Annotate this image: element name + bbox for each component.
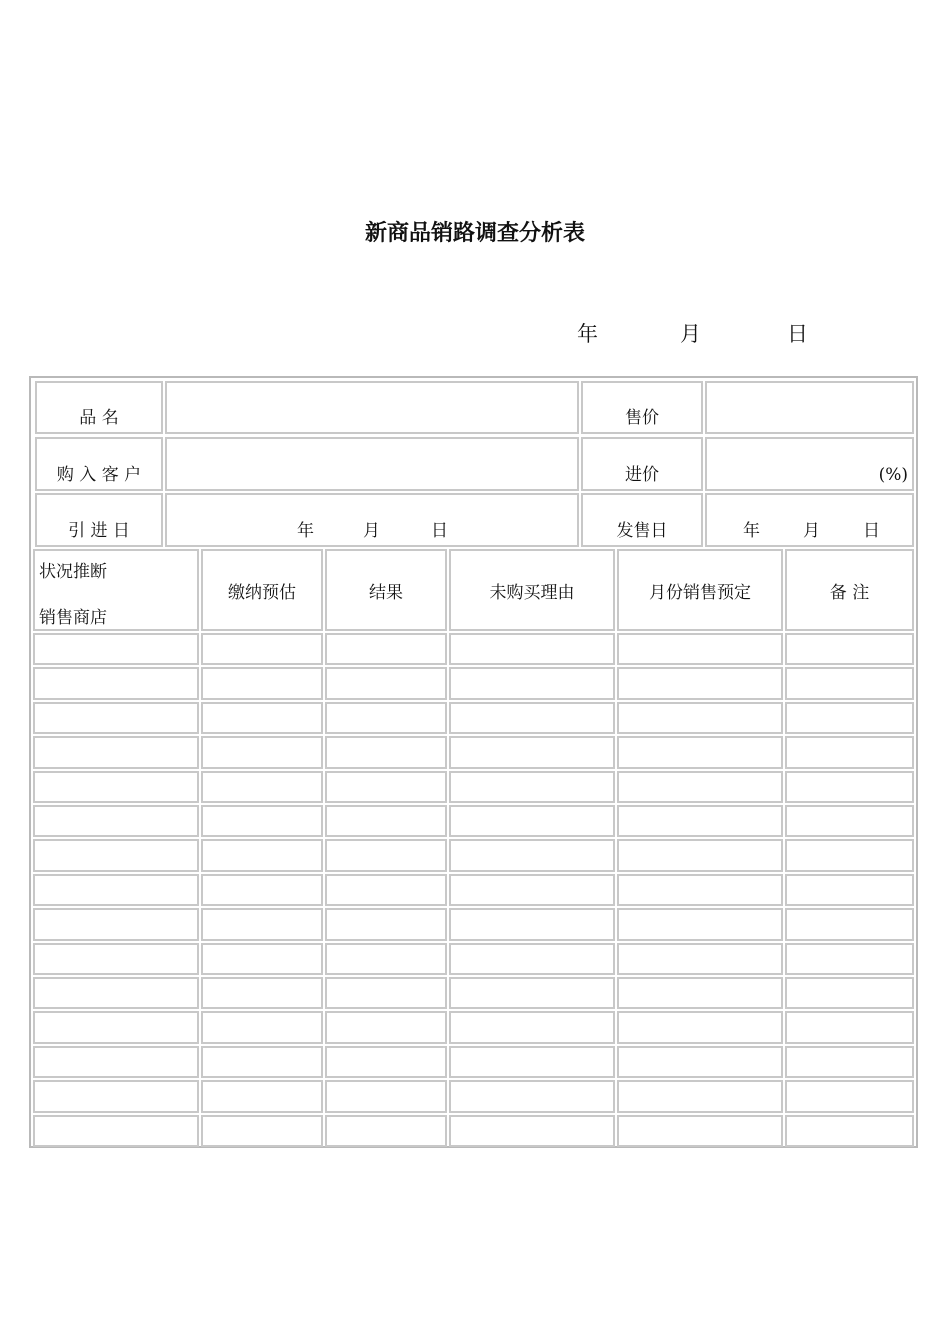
table-cell[interactable] bbox=[325, 736, 447, 768]
table-cell[interactable] bbox=[33, 702, 199, 734]
table-cell[interactable] bbox=[201, 1046, 323, 1078]
sale-price-field[interactable] bbox=[705, 381, 914, 434]
table-cell[interactable] bbox=[449, 908, 615, 940]
table-cell[interactable] bbox=[449, 1046, 615, 1078]
table-cell[interactable] bbox=[201, 977, 323, 1009]
release-date-field[interactable] bbox=[705, 493, 914, 547]
column-header: 缴纳预估 bbox=[201, 549, 323, 631]
release-date-label: 发售日 bbox=[581, 493, 703, 547]
column-header: 结果 bbox=[325, 549, 447, 631]
table-cell[interactable] bbox=[201, 667, 323, 699]
table-cell[interactable] bbox=[785, 908, 914, 940]
date-year-label: 年 bbox=[577, 322, 598, 346]
table-cell[interactable] bbox=[785, 771, 914, 803]
table-cell[interactable] bbox=[785, 874, 914, 906]
purchase-price-label: 进价 bbox=[581, 437, 703, 491]
table-cell[interactable] bbox=[449, 1011, 615, 1043]
table-cell[interactable] bbox=[201, 633, 323, 665]
table-cell[interactable] bbox=[325, 1115, 447, 1147]
status-estimate-header: 状况推断 bbox=[39, 562, 107, 582]
table-cell[interactable] bbox=[325, 943, 447, 975]
table-cell[interactable] bbox=[449, 736, 615, 768]
table-cell[interactable] bbox=[325, 874, 447, 906]
table-cell[interactable] bbox=[325, 839, 447, 871]
column-header: 备 注 bbox=[785, 549, 914, 631]
intro-year-label: 年 bbox=[297, 521, 314, 541]
table-cell[interactable] bbox=[33, 736, 199, 768]
table-cell[interactable] bbox=[33, 1011, 199, 1043]
product-name-field[interactable] bbox=[165, 381, 579, 434]
page-title: 新商品销路调查分析表 bbox=[364, 221, 585, 246]
introduction-date-label: 引 进 日 bbox=[35, 493, 163, 547]
table-cell[interactable] bbox=[325, 771, 447, 803]
table-cell[interactable] bbox=[785, 667, 914, 699]
table-cell[interactable] bbox=[785, 1080, 914, 1112]
table-cell[interactable] bbox=[449, 667, 615, 699]
table-cell[interactable] bbox=[785, 736, 914, 768]
table-cell[interactable] bbox=[617, 1046, 783, 1078]
table-cell[interactable] bbox=[449, 977, 615, 1009]
table-cell[interactable] bbox=[785, 633, 914, 665]
table-cell[interactable] bbox=[201, 1080, 323, 1112]
analysis-form-table bbox=[29, 376, 918, 1148]
table-cell[interactable] bbox=[325, 977, 447, 1009]
table-cell[interactable] bbox=[617, 1080, 783, 1112]
purchase-customer-field[interactable] bbox=[165, 437, 579, 491]
table-cell[interactable] bbox=[33, 977, 199, 1009]
table-cell[interactable] bbox=[201, 874, 323, 906]
table-cell[interactable] bbox=[33, 667, 199, 699]
table-cell[interactable] bbox=[617, 943, 783, 975]
intro-day-label: 日 bbox=[431, 521, 448, 541]
table-cell[interactable] bbox=[617, 702, 783, 734]
table-cell[interactable] bbox=[201, 771, 323, 803]
table-cell[interactable] bbox=[449, 1080, 615, 1112]
table-cell[interactable] bbox=[325, 702, 447, 734]
date-month-label: 月 bbox=[680, 322, 701, 346]
table-cell[interactable] bbox=[617, 736, 783, 768]
table-cell[interactable] bbox=[201, 1011, 323, 1043]
table-cell[interactable] bbox=[617, 633, 783, 665]
table-cell[interactable] bbox=[617, 771, 783, 803]
table-cell[interactable] bbox=[201, 805, 323, 837]
table-cell[interactable] bbox=[449, 1115, 615, 1147]
table-cell[interactable] bbox=[33, 908, 199, 940]
table-cell[interactable] bbox=[33, 1115, 199, 1147]
table-cell[interactable] bbox=[325, 667, 447, 699]
table-cell[interactable] bbox=[785, 1115, 914, 1147]
table-cell[interactable] bbox=[785, 943, 914, 975]
table-cell[interactable] bbox=[33, 1080, 199, 1112]
table-cell[interactable] bbox=[325, 1046, 447, 1078]
table-cell[interactable] bbox=[201, 736, 323, 768]
table-cell[interactable] bbox=[785, 977, 914, 1009]
table-cell[interactable] bbox=[449, 943, 615, 975]
table-cell[interactable] bbox=[201, 1115, 323, 1147]
table-cell[interactable] bbox=[449, 771, 615, 803]
table-cell[interactable] bbox=[201, 943, 323, 975]
table-cell[interactable] bbox=[325, 908, 447, 940]
date-day-label: 日 bbox=[787, 322, 808, 346]
table-cell[interactable] bbox=[201, 702, 323, 734]
table-cell[interactable] bbox=[617, 1115, 783, 1147]
table-cell[interactable] bbox=[617, 667, 783, 699]
table-cell[interactable] bbox=[201, 839, 323, 871]
table-cell[interactable] bbox=[449, 702, 615, 734]
table-cell[interactable] bbox=[325, 633, 447, 665]
table-cell[interactable] bbox=[33, 633, 199, 665]
release-month-label: 月 bbox=[803, 521, 820, 541]
table-cell[interactable] bbox=[617, 805, 783, 837]
table-cell[interactable] bbox=[201, 908, 323, 940]
table-cell[interactable] bbox=[617, 839, 783, 871]
table-cell[interactable] bbox=[325, 805, 447, 837]
table-cell[interactable] bbox=[325, 1011, 447, 1043]
table-cell[interactable] bbox=[33, 771, 199, 803]
intro-month-label: 月 bbox=[363, 521, 380, 541]
product-name-label: 品 名 bbox=[35, 381, 163, 434]
introduction-date-field[interactable] bbox=[165, 493, 579, 547]
purchase-price-field[interactable]: (%) bbox=[705, 437, 914, 491]
status-store-header bbox=[33, 549, 199, 631]
table-cell[interactable] bbox=[785, 702, 914, 734]
table-cell[interactable] bbox=[617, 908, 783, 940]
table-cell[interactable] bbox=[449, 839, 615, 871]
release-year-label: 年 bbox=[743, 521, 760, 541]
sales-store-header: 销售商店 bbox=[39, 608, 107, 628]
release-day-label: 日 bbox=[863, 521, 880, 541]
purchase-customer-label: 购 入 客 户 bbox=[35, 437, 163, 491]
table-cell[interactable] bbox=[785, 1011, 914, 1043]
table-cell[interactable] bbox=[33, 1046, 199, 1078]
sale-price-label: 售价 bbox=[581, 381, 703, 434]
table-cell[interactable] bbox=[449, 874, 615, 906]
column-header: 未购买理由 bbox=[449, 549, 615, 631]
table-cell[interactable] bbox=[33, 805, 199, 837]
table-cell[interactable] bbox=[617, 1011, 783, 1043]
table-cell[interactable] bbox=[617, 977, 783, 1009]
table-cell[interactable] bbox=[325, 1080, 447, 1112]
table-cell[interactable] bbox=[785, 1046, 914, 1078]
table-cell[interactable] bbox=[33, 943, 199, 975]
table-cell[interactable] bbox=[785, 839, 914, 871]
table-cell[interactable] bbox=[33, 839, 199, 871]
table-cell[interactable] bbox=[449, 805, 615, 837]
table-cell[interactable] bbox=[449, 633, 615, 665]
table-cell[interactable] bbox=[617, 874, 783, 906]
table-cell[interactable] bbox=[785, 805, 914, 837]
column-header: 月份销售预定 bbox=[617, 549, 783, 631]
table-cell[interactable] bbox=[33, 874, 199, 906]
